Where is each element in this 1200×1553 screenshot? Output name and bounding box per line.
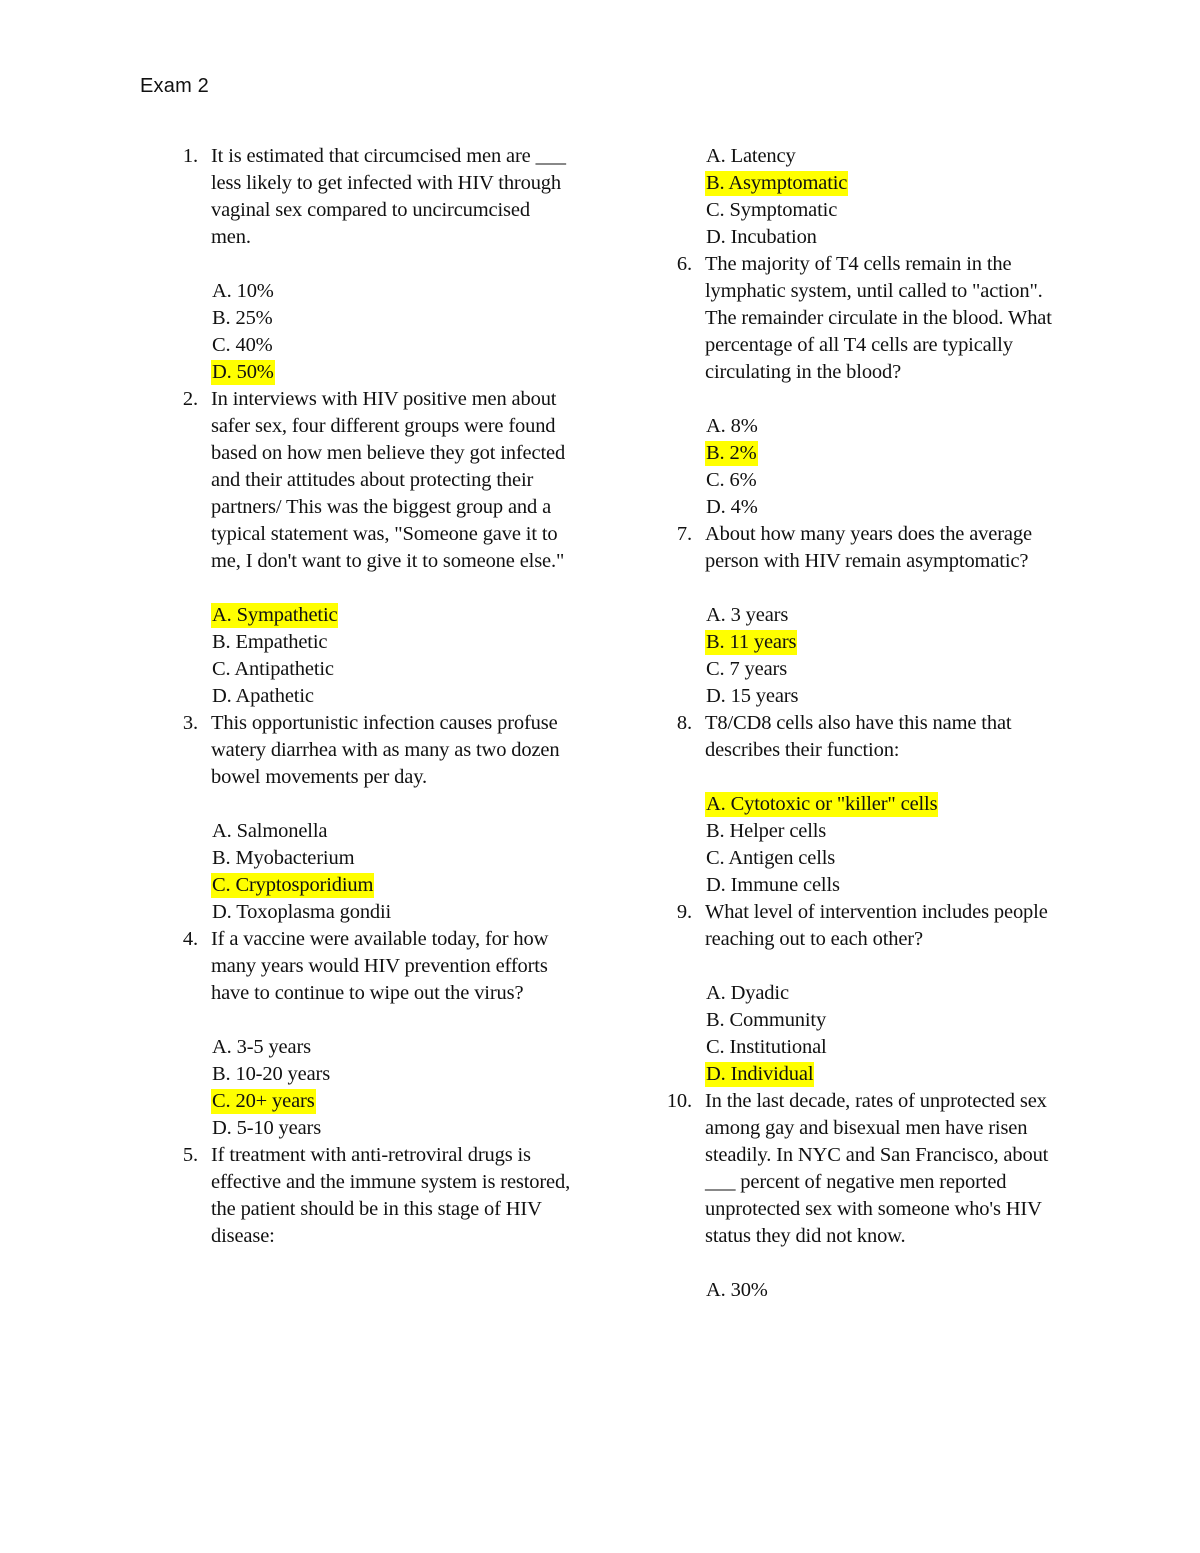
highlighted-answer: B. 11 years — [706, 631, 797, 653]
answer-options — [172, 278, 572, 386]
answer-text: A. Salmonella — [212, 820, 328, 842]
answer-option — [172, 656, 572, 683]
answer-text: C. 7 years — [706, 658, 788, 680]
question-number: 5. — [182, 1144, 198, 1166]
answer-option — [172, 683, 572, 710]
question-number: 2. — [182, 388, 198, 410]
answer-option — [666, 143, 1066, 170]
answer-options — [666, 791, 1066, 899]
answer-text: C. Antipathetic — [212, 658, 334, 680]
answer-option — [666, 224, 1066, 251]
question-item — [666, 251, 1066, 386]
highlighted-answer: B. Asymptomatic — [706, 172, 848, 194]
answer-text: D. Immune cells — [706, 874, 840, 896]
question-item — [666, 1088, 1066, 1250]
answer-text: B. Helper cells — [706, 820, 827, 842]
question-item — [666, 899, 1066, 953]
answer-text: A. Dyadic — [706, 982, 789, 1004]
answer-text: B. Community — [706, 1009, 827, 1031]
question-text: What level of intervention includes people reaching out to each other? — [705, 901, 1048, 950]
answer-options — [172, 1034, 572, 1142]
answer-text: A. Latency — [706, 145, 796, 167]
answer-text: C. 6% — [706, 469, 757, 491]
answer-text: A. 3-5 years — [212, 1036, 311, 1058]
answer-text: D. Toxoplasma gondii — [212, 901, 392, 923]
answer-option — [666, 1277, 1066, 1304]
question-item — [172, 926, 572, 1007]
highlighted-answer: B. 2% — [706, 442, 757, 464]
answer-text: D. 5-10 years — [212, 1117, 322, 1139]
answer-option — [666, 818, 1066, 845]
question-text: If a vaccine were available today, for how many years would HIV prevention efforts have to continue to wipe out the virus? — [211, 928, 549, 1004]
answer-option — [666, 791, 1066, 818]
answer-text: D. Apathetic — [212, 685, 314, 707]
answer-option — [172, 332, 572, 359]
answer-option — [172, 1034, 572, 1061]
answer-option — [172, 899, 572, 926]
answer-option — [666, 197, 1066, 224]
answer-option — [172, 1115, 572, 1142]
answer-text: C. Symptomatic — [706, 199, 838, 221]
answer-option — [172, 278, 572, 305]
answer-text: C. Institutional — [706, 1036, 827, 1058]
question-number: 1. — [182, 145, 198, 167]
highlighted-answer: C. 20+ years — [212, 1090, 315, 1112]
question-5-options-continued — [666, 143, 1066, 251]
answer-options — [666, 413, 1066, 521]
answer-option — [666, 467, 1066, 494]
question-number: 10. — [666, 1090, 692, 1112]
highlighted-answer: C. Cryptosporidium — [212, 874, 374, 896]
answer-option — [666, 494, 1066, 521]
answer-option — [666, 629, 1066, 656]
question-number: 6. — [676, 253, 692, 275]
question-text: In the last decade, rates of unprotected sex among gay and bisexual men have risen steadily. In NYC and San Francisco, about ___ percent of negative men reported unprotected sex with someone who's HIV status they did not know. — [705, 1090, 1049, 1247]
answer-option — [172, 359, 572, 386]
highlighted-answer: A. Cytotoxic or "killer" cells — [706, 793, 938, 815]
answer-text: D. 15 years — [706, 685, 799, 707]
right-column — [666, 143, 1066, 1304]
question-number: 8. — [676, 712, 692, 734]
answer-text: B. 25% — [212, 307, 273, 329]
answer-option — [172, 818, 572, 845]
answer-options — [172, 602, 572, 710]
answer-options — [666, 1277, 1066, 1304]
question-number: 9. — [676, 901, 692, 923]
answer-text: B. Myobacterium — [212, 847, 355, 869]
answer-option — [172, 629, 572, 656]
answer-option — [666, 872, 1066, 899]
answer-option — [666, 845, 1066, 872]
question-text: The majority of T4 cells remain in the lymphatic system, until called to "action". The remainder circulate in the blood. What percentage of all T4 cells are typically circulating in the blood? — [705, 253, 1052, 383]
question-number: 3. — [182, 712, 198, 734]
answer-text: C. Antigen cells — [706, 847, 836, 869]
question-number: 7. — [676, 523, 692, 545]
question-number: 4. — [182, 928, 198, 950]
answer-option — [172, 845, 572, 872]
question-text: It is estimated that circumcised men are ___ less likely to get infected with HIV through vaginal sex compared to uncircumcised men. — [211, 145, 566, 248]
answer-option — [172, 872, 572, 899]
answer-option — [172, 1088, 572, 1115]
answer-option — [666, 656, 1066, 683]
highlighted-answer: D. Individual — [706, 1063, 814, 1085]
page-title: Exam 2 — [140, 75, 210, 97]
answer-text: C. 40% — [212, 334, 273, 356]
left-column — [172, 143, 572, 1250]
answer-option — [666, 683, 1066, 710]
answer-text: B. 10-20 years — [212, 1063, 331, 1085]
answer-text: D. Incubation — [706, 226, 817, 248]
question-item — [172, 386, 572, 575]
answer-text: A. 8% — [706, 415, 758, 437]
answer-option — [666, 602, 1066, 629]
answer-option — [666, 170, 1066, 197]
question-item — [172, 143, 572, 251]
answer-options — [666, 602, 1066, 710]
question-text: About how many years does the average person with HIV remain asymptomatic? — [705, 523, 1032, 572]
answer-options — [172, 818, 572, 926]
question-item — [666, 710, 1066, 764]
answer-option — [172, 305, 572, 332]
question-item — [172, 1142, 572, 1250]
answer-option — [666, 1061, 1066, 1088]
answer-option — [666, 413, 1066, 440]
answer-option — [666, 440, 1066, 467]
answer-option — [172, 602, 572, 629]
answer-text: B. Empathetic — [212, 631, 328, 653]
answer-option — [172, 1061, 572, 1088]
answer-option — [666, 1034, 1066, 1061]
answer-option — [666, 1007, 1066, 1034]
answer-text: A. 30% — [706, 1279, 768, 1301]
highlighted-answer: D. 50% — [212, 361, 274, 383]
answer-text: A. 3 years — [706, 604, 789, 626]
question-item — [172, 710, 572, 791]
answer-option — [666, 980, 1066, 1007]
question-text: In interviews with HIV positive men about safer sex, four different groups were found based on how men believe they got infected and their attitudes about protecting their partners/ This was the biggest group and a typical statement was, "Someone gave it to me, I don't want to give it to someone else." — [211, 388, 566, 572]
answer-text: A. 10% — [212, 280, 274, 302]
question-item — [666, 521, 1066, 575]
question-text: If treatment with anti-retroviral drugs is effective and the immune system is restored, the patient should be in this stage of HIV disease: — [211, 1144, 571, 1247]
question-text: This opportunistic infection causes profuse watery diarrhea with as many as two dozen bowel movements per day. — [211, 712, 560, 788]
question-text: T8/CD8 cells also have this name that describes their function: — [705, 712, 1012, 761]
highlighted-answer: A. Sympathetic — [212, 604, 338, 626]
answer-options — [666, 980, 1066, 1088]
answer-text: D. 4% — [706, 496, 758, 518]
